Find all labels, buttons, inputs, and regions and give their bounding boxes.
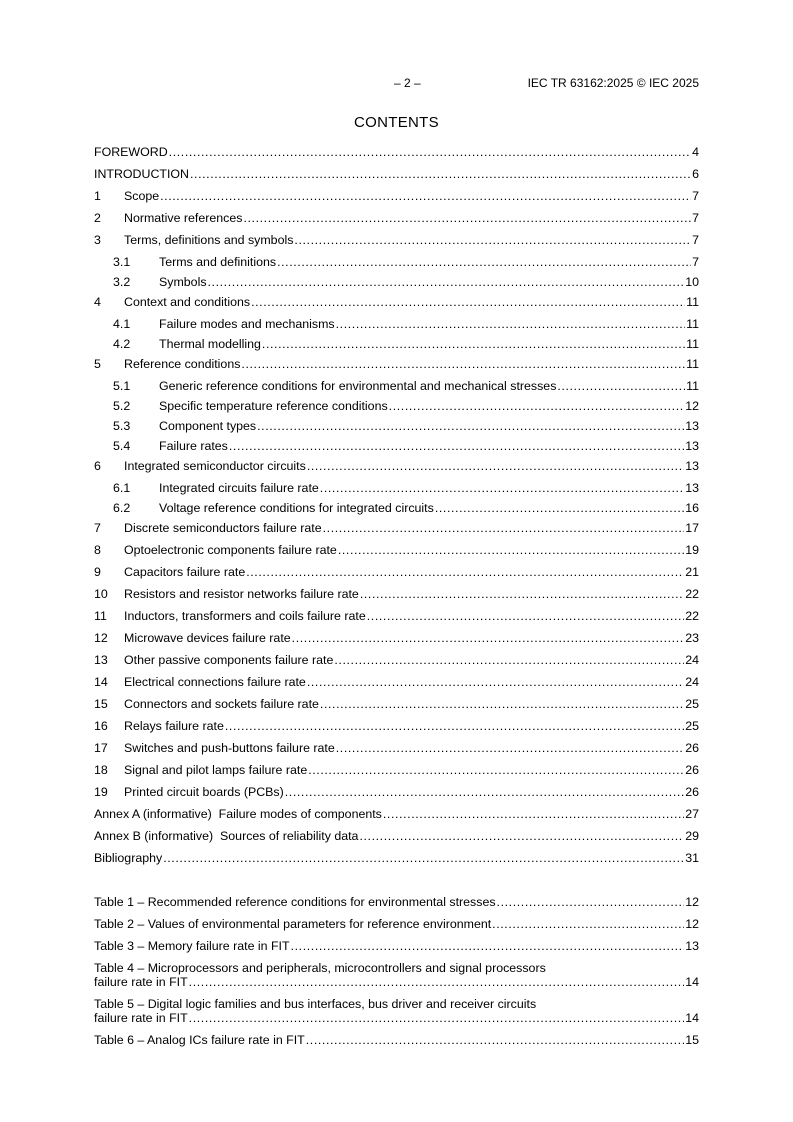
toc-entry-page: 26 bbox=[685, 785, 699, 799]
toc-entry-number: 13 bbox=[94, 653, 108, 667]
toc-entry[interactable] bbox=[94, 543, 699, 565]
toc-entry-page: 24 bbox=[685, 675, 699, 689]
toc-entry[interactable] bbox=[94, 459, 699, 481]
dot-leader bbox=[308, 763, 684, 777]
table-entry-label: Table 2 – Values of environmental parameters for reference environment bbox=[94, 917, 492, 931]
toc-entry[interactable] bbox=[94, 501, 699, 521]
toc-entry[interactable] bbox=[94, 145, 699, 167]
toc-entry-label: Connectors and sockets failure rate bbox=[124, 697, 319, 711]
dot-leader bbox=[320, 481, 684, 495]
toc-entry[interactable] bbox=[94, 233, 699, 255]
dot-leader bbox=[323, 521, 685, 535]
table-entry-page: 15 bbox=[685, 1033, 699, 1047]
toc-entry-page: 13 bbox=[685, 481, 699, 495]
dot-leader bbox=[497, 895, 685, 909]
toc-entry[interactable] bbox=[94, 829, 699, 851]
toc-entry[interactable] bbox=[94, 631, 699, 653]
dot-leader bbox=[557, 379, 685, 393]
toc-entry-number: 5 bbox=[94, 357, 101, 371]
toc-entry-number: 17 bbox=[94, 741, 108, 755]
toc-entry-number: 3.1 bbox=[113, 255, 131, 269]
dot-leader bbox=[320, 697, 684, 711]
toc-entry-number: 5.1 bbox=[113, 379, 131, 393]
toc-entry-label: Thermal modelling bbox=[159, 337, 261, 351]
table-entry-label: Table 3 – Memory failure rate in FIT bbox=[94, 939, 290, 953]
section-spacer bbox=[94, 873, 699, 895]
dot-leader bbox=[435, 501, 684, 515]
document-reference: IEC TR 63162:2025 © IEC 2025 bbox=[527, 76, 699, 90]
toc-entry[interactable] bbox=[94, 481, 699, 501]
toc-entry[interactable] bbox=[94, 419, 699, 439]
toc-entry[interactable] bbox=[94, 399, 699, 419]
toc-entry-number: 4 bbox=[94, 295, 101, 309]
toc-entry-number: 7 bbox=[94, 521, 101, 535]
toc-entry-page: 22 bbox=[685, 609, 699, 623]
toc-entry-page: 10 bbox=[685, 275, 699, 289]
dot-leader bbox=[294, 233, 691, 247]
toc-entry[interactable] bbox=[94, 697, 699, 719]
toc-entry-page: 25 bbox=[685, 697, 699, 711]
toc-entry-label: Generic reference conditions for environmental and mechanical stresses bbox=[159, 379, 557, 393]
table-entry-page: 12 bbox=[685, 917, 699, 931]
dot-leader bbox=[367, 609, 684, 623]
table-entry-page: 13 bbox=[685, 939, 699, 953]
toc-entry-number: 18 bbox=[94, 763, 108, 777]
toc-entry-page: 29 bbox=[685, 829, 699, 843]
dot-leader bbox=[336, 317, 686, 331]
toc-entry-label: Printed circuit boards (PCBs) bbox=[124, 785, 284, 799]
table-entry-label: failure rate in FIT bbox=[94, 975, 188, 989]
toc-entry-page: 4 bbox=[692, 145, 699, 159]
toc-entry-number: 8 bbox=[94, 543, 101, 557]
dot-leader bbox=[389, 399, 685, 413]
toc-entry[interactable] bbox=[94, 379, 699, 399]
page-number: – 2 – bbox=[394, 76, 421, 90]
toc-entry-number: 1 bbox=[94, 189, 101, 203]
toc-entry[interactable] bbox=[94, 275, 699, 295]
toc-entry-number: 16 bbox=[94, 719, 108, 733]
toc-entry-page: 26 bbox=[685, 763, 699, 777]
toc-entry-label: Context and conditions bbox=[124, 295, 251, 309]
table-entry-page: 14 bbox=[685, 975, 699, 989]
toc-entry-number: 10 bbox=[94, 587, 108, 601]
toc-entry-page: 22 bbox=[685, 587, 699, 601]
toc-entry-page: 13 bbox=[685, 459, 699, 473]
toc-entry-number: 12 bbox=[94, 631, 108, 645]
dot-leader bbox=[189, 975, 685, 989]
dot-leader bbox=[241, 357, 685, 371]
table-entry[interactable] bbox=[94, 939, 699, 961]
toc-entry-label: Reference conditions bbox=[124, 357, 241, 371]
toc-entry[interactable] bbox=[94, 189, 699, 211]
dot-leader bbox=[257, 419, 684, 433]
toc-entry-label: Integrated circuits failure rate bbox=[159, 481, 319, 495]
toc-entry-label: Symbols bbox=[159, 275, 207, 289]
toc-entry-number: 5.3 bbox=[113, 419, 131, 433]
table-entry[interactable] bbox=[94, 1033, 699, 1055]
toc-entry-label: Switches and push-buttons failure rate bbox=[124, 741, 335, 755]
dot-leader bbox=[291, 939, 685, 953]
toc-entry[interactable] bbox=[94, 167, 699, 189]
toc-entry-number: 5.2 bbox=[113, 399, 131, 413]
table-entry[interactable] bbox=[94, 975, 699, 997]
toc-entry-label: Relays failure rate bbox=[124, 719, 224, 733]
toc-entry-label: Annex A (informative) Failure modes of components bbox=[94, 807, 382, 821]
toc-entry-label: Capacitors failure rate bbox=[124, 565, 246, 579]
toc-entry-label: Component types bbox=[159, 419, 257, 433]
dot-leader bbox=[208, 275, 685, 289]
toc-entry[interactable] bbox=[94, 785, 699, 807]
table-entry-page: 14 bbox=[685, 1011, 699, 1025]
dot-leader bbox=[360, 587, 684, 601]
toc-entry-number: 15 bbox=[94, 697, 108, 711]
page-header bbox=[94, 74, 699, 92]
toc-entry-page: 31 bbox=[685, 851, 699, 865]
toc-entry-number: 4.2 bbox=[113, 337, 131, 351]
toc-entry-label: Normative references bbox=[124, 211, 243, 225]
toc-entry-number: 4.1 bbox=[113, 317, 131, 331]
toc-entry[interactable] bbox=[94, 521, 699, 543]
table-entry-first-line: Table 5 – Digital logic families and bus interfaces, bus driver and receiver circuits bbox=[94, 997, 537, 1011]
toc-entry-page: 19 bbox=[685, 543, 699, 557]
table-entry-label: Table 1 – Recommended reference conditions for environmental stresses bbox=[94, 895, 496, 909]
toc-entry-number: 3 bbox=[94, 233, 101, 247]
dot-leader bbox=[243, 211, 691, 225]
toc-entry-page: 27 bbox=[685, 807, 699, 821]
toc-entry[interactable] bbox=[94, 587, 699, 609]
toc-entry[interactable] bbox=[94, 357, 699, 379]
dot-leader bbox=[336, 741, 684, 755]
toc-entry-page: 7 bbox=[692, 255, 699, 269]
dot-leader bbox=[229, 439, 684, 453]
toc-entry-page: 7 bbox=[692, 233, 699, 247]
toc-entry-page: 12 bbox=[685, 399, 699, 413]
page-title: CONTENTS bbox=[354, 114, 439, 131]
table-entry-first-line: Table 4 – Microprocessors and peripherals, microcontrollers and signal processors bbox=[94, 961, 546, 975]
dot-leader bbox=[277, 255, 691, 269]
toc-entry-label: Terms and definitions bbox=[159, 255, 277, 269]
toc-entry-page: 23 bbox=[685, 631, 699, 645]
toc-entry-page: 11 bbox=[686, 317, 699, 331]
toc-entry-number: 3.2 bbox=[113, 275, 131, 289]
toc-entry[interactable] bbox=[94, 295, 699, 317]
toc-entry-page: 7 bbox=[692, 211, 699, 225]
toc-entry-number: 6.1 bbox=[113, 481, 131, 495]
dot-leader bbox=[292, 631, 685, 645]
dot-leader bbox=[246, 565, 684, 579]
toc-entry-label: Other passive components failure rate bbox=[124, 653, 334, 667]
dot-leader bbox=[160, 189, 691, 203]
toc-entry-label: Discrete semiconductors failure rate bbox=[124, 521, 322, 535]
toc-entry[interactable] bbox=[94, 255, 699, 275]
dot-leader bbox=[334, 653, 684, 667]
dot-leader bbox=[307, 459, 684, 473]
toc-entry-label: Bibliography bbox=[94, 851, 163, 865]
toc-entry-number: 2 bbox=[94, 211, 101, 225]
toc-entry-page: 11 bbox=[686, 295, 699, 309]
toc-entry[interactable] bbox=[94, 439, 699, 459]
toc-entry-page: 11 bbox=[686, 337, 699, 351]
toc-entry-number: 6.2 bbox=[113, 501, 131, 515]
table-of-contents bbox=[94, 145, 699, 1055]
table-entry-label: Table 6 – Analog ICs failure rate in FIT bbox=[94, 1033, 305, 1047]
dot-leader bbox=[189, 1011, 685, 1025]
toc-entry[interactable] bbox=[94, 211, 699, 233]
dot-leader bbox=[251, 295, 685, 309]
toc-entry-page: 16 bbox=[685, 501, 699, 515]
dot-leader bbox=[225, 719, 684, 733]
toc-entry-page: 6 bbox=[692, 167, 699, 181]
toc-entry-label: INTRODUCTION bbox=[94, 167, 189, 181]
toc-entry[interactable] bbox=[94, 763, 699, 785]
toc-entry-page: 25 bbox=[685, 719, 699, 733]
table-entry-label: failure rate in FIT bbox=[94, 1011, 188, 1025]
toc-entry-page: 21 bbox=[685, 565, 699, 579]
toc-entry[interactable] bbox=[94, 317, 699, 337]
dot-leader bbox=[492, 917, 684, 931]
toc-entry-label: Terms, definitions and symbols bbox=[124, 233, 294, 247]
toc-entry-page: 24 bbox=[685, 653, 699, 667]
toc-entry-page: 17 bbox=[685, 521, 699, 535]
toc-entry[interactable] bbox=[94, 337, 699, 357]
toc-entry-number: 5.4 bbox=[113, 439, 131, 453]
toc-entry[interactable] bbox=[94, 609, 699, 631]
toc-entry-label: Scope bbox=[124, 189, 160, 203]
toc-entry-page: 26 bbox=[685, 741, 699, 755]
toc-entry-label: Failure modes and mechanisms bbox=[159, 317, 335, 331]
toc-entry[interactable] bbox=[94, 807, 699, 829]
dot-leader bbox=[306, 1033, 684, 1047]
dot-leader bbox=[262, 337, 685, 351]
toc-entry[interactable] bbox=[94, 741, 699, 763]
toc-entry-label: Specific temperature reference conditions bbox=[159, 399, 388, 413]
table-entry[interactable] bbox=[94, 895, 699, 917]
toc-entry-label: Signal and pilot lamps failure rate bbox=[124, 763, 308, 777]
toc-entry-label: Electrical connections failure rate bbox=[124, 675, 306, 689]
toc-entry-page: 7 bbox=[692, 189, 699, 203]
toc-entry-label: FOREWORD bbox=[94, 145, 168, 159]
toc-entry-label: Voltage reference conditions for integrated circuits bbox=[159, 501, 434, 515]
toc-entry[interactable] bbox=[94, 851, 699, 873]
toc-entry-page: 11 bbox=[686, 357, 699, 371]
toc-entry-label: Integrated semiconductor circuits bbox=[124, 459, 306, 473]
toc-entry-number: 14 bbox=[94, 675, 108, 689]
table-entry-page: 12 bbox=[685, 895, 699, 909]
toc-entry-number: 9 bbox=[94, 565, 101, 579]
toc-entry[interactable] bbox=[94, 719, 699, 741]
toc-entry-page: 13 bbox=[685, 439, 699, 453]
table-entry[interactable] bbox=[94, 1011, 699, 1033]
toc-entry[interactable] bbox=[94, 565, 699, 587]
dot-leader bbox=[359, 829, 684, 843]
dot-leader bbox=[338, 543, 684, 557]
toc-entry-page: 11 bbox=[686, 379, 699, 393]
toc-entry-label: Inductors, transformers and coils failure rate bbox=[124, 609, 366, 623]
table-entry[interactable] bbox=[94, 917, 699, 939]
toc-entry-label: Failure rates bbox=[159, 439, 228, 453]
toc-entry-label: Microwave devices failure rate bbox=[124, 631, 291, 645]
dot-leader bbox=[285, 785, 684, 799]
dot-leader bbox=[169, 145, 691, 159]
dot-leader bbox=[307, 675, 684, 689]
toc-entry-page: 13 bbox=[685, 419, 699, 433]
toc-entry-label: Annex B (informative) Sources of reliability data bbox=[94, 829, 359, 843]
dot-leader bbox=[190, 167, 691, 181]
toc-entry-label: Optoelectronic components failure rate bbox=[124, 543, 337, 557]
dot-leader bbox=[383, 807, 684, 821]
toc-entry[interactable] bbox=[94, 675, 699, 697]
toc-entry-number: 6 bbox=[94, 459, 101, 473]
toc-entry-label: Resistors and resistor networks failure rate bbox=[124, 587, 359, 601]
toc-entry-number: 11 bbox=[94, 609, 107, 623]
toc-entry[interactable] bbox=[94, 653, 699, 675]
toc-entry-number: 19 bbox=[94, 785, 108, 799]
dot-leader bbox=[163, 851, 684, 865]
